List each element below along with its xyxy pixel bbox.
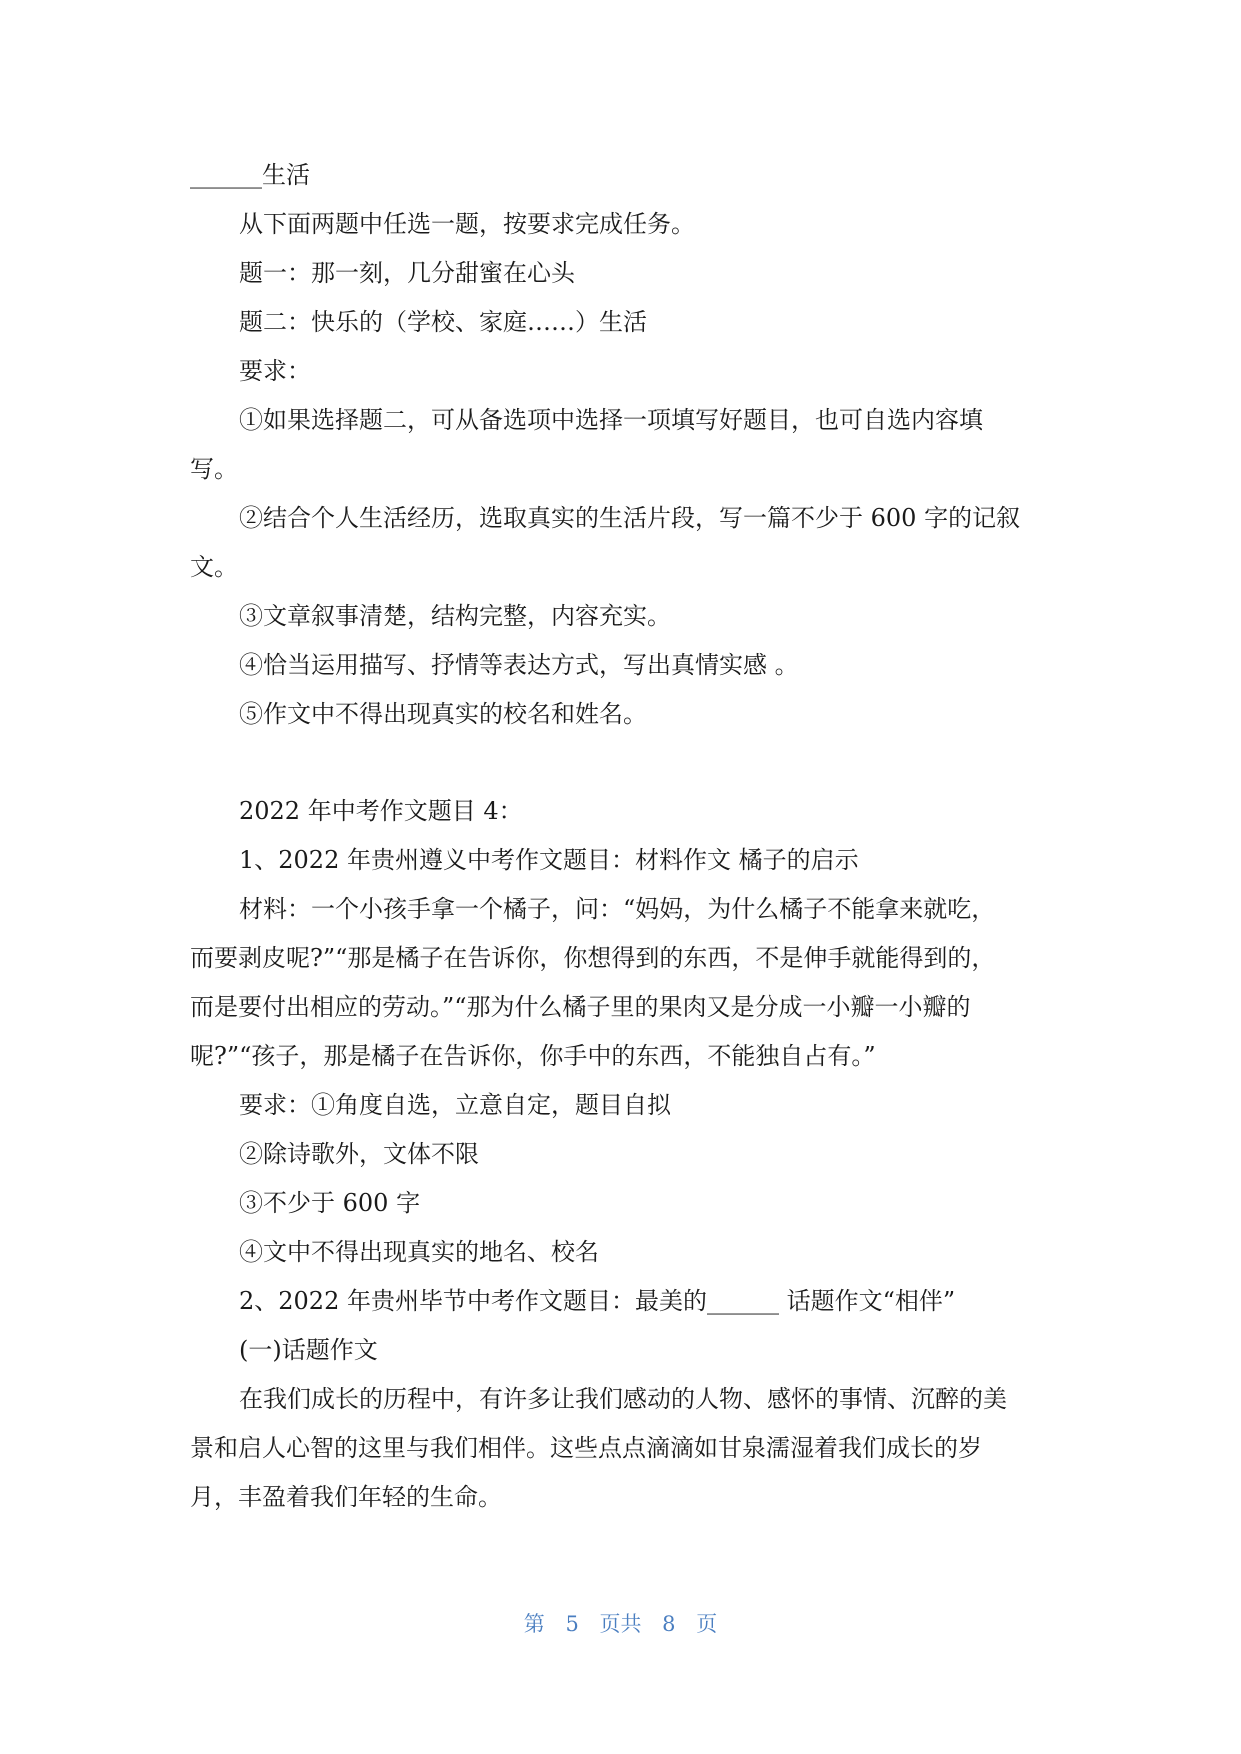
text-line: ③不少于 600 字	[239, 1189, 421, 1217]
text-line: 从下面两题中任选一题，按要求完成任务。	[239, 210, 695, 238]
text-line: ②结合个人生活经历，选取真实的生活片段，写一篇不少于 600 字的记叙	[239, 504, 1021, 532]
text-line: 呢?”“孩子，那是橘子在告诉你，你手中的东西，不能独自占有。”	[190, 1042, 876, 1070]
text-line: 月，丰盈着我们年轻的生命。	[190, 1483, 502, 1511]
text-line: 2、2022 年贵州毕节中考作文题目：最美的______ 话题作文“相伴”	[239, 1287, 956, 1315]
text-line: ④恰当运用描写、抒情等表达方式，写出真情实感 。	[239, 651, 799, 679]
text-line: ②除诗歌外，文体不限	[239, 1140, 479, 1168]
text-line: 材料：一个小孩手拿一个橘子，问：“妈妈，为什么橘子不能拿来就吃，	[239, 895, 996, 923]
text-line: 而是要付出相应的劳动。”“那为什么橘子里的果肉又是分成一小瓣一小瓣的	[190, 993, 971, 1021]
text-line: ⑤作文中不得出现真实的校名和姓名。	[239, 700, 647, 728]
text-line: 写。	[190, 455, 238, 483]
text-line: 要求：①角度自选，立意自定，题目自拟	[239, 1091, 671, 1119]
text-line: 景和启人心智的这里与我们相伴。这些点点滴滴如甘泉濡湿着我们成长的岁	[190, 1434, 982, 1462]
text-line: 题二：快乐的（学校、家庭……）生活	[239, 308, 647, 336]
text-line: ①如果选择题二，可从备选项中选择一项填写好题目，也可自选内容填	[239, 406, 983, 434]
text-line: ______生活	[190, 161, 310, 189]
text-line: 文。	[190, 553, 238, 581]
text-line: 题一：那一刻，几分甜蜜在心头	[239, 259, 575, 287]
page-footer: 第 5 页共 8 页	[523, 1612, 718, 1636]
text-line: ③文章叙事清楚，结构完整，内容充实。	[239, 602, 671, 630]
text-line: 在我们成长的历程中，有许多让我们感动的人物、感怀的事情、沉醉的美	[239, 1385, 1007, 1413]
text-line: (一)话题作文	[239, 1336, 378, 1364]
text-line: 而要剥皮呢?”“那是橘子在告诉你，你想得到的东西，不是伸手就能得到的，	[190, 944, 996, 972]
text-line: 1、2022 年贵州遵义中考作文题目：材料作文 橘子的启示	[239, 846, 859, 874]
section-heading: 2022 年中考作文题目 4：	[239, 797, 523, 825]
text-line: ④文中不得出现真实的地名、校名	[239, 1238, 599, 1266]
text-line: 要求：	[239, 357, 311, 385]
